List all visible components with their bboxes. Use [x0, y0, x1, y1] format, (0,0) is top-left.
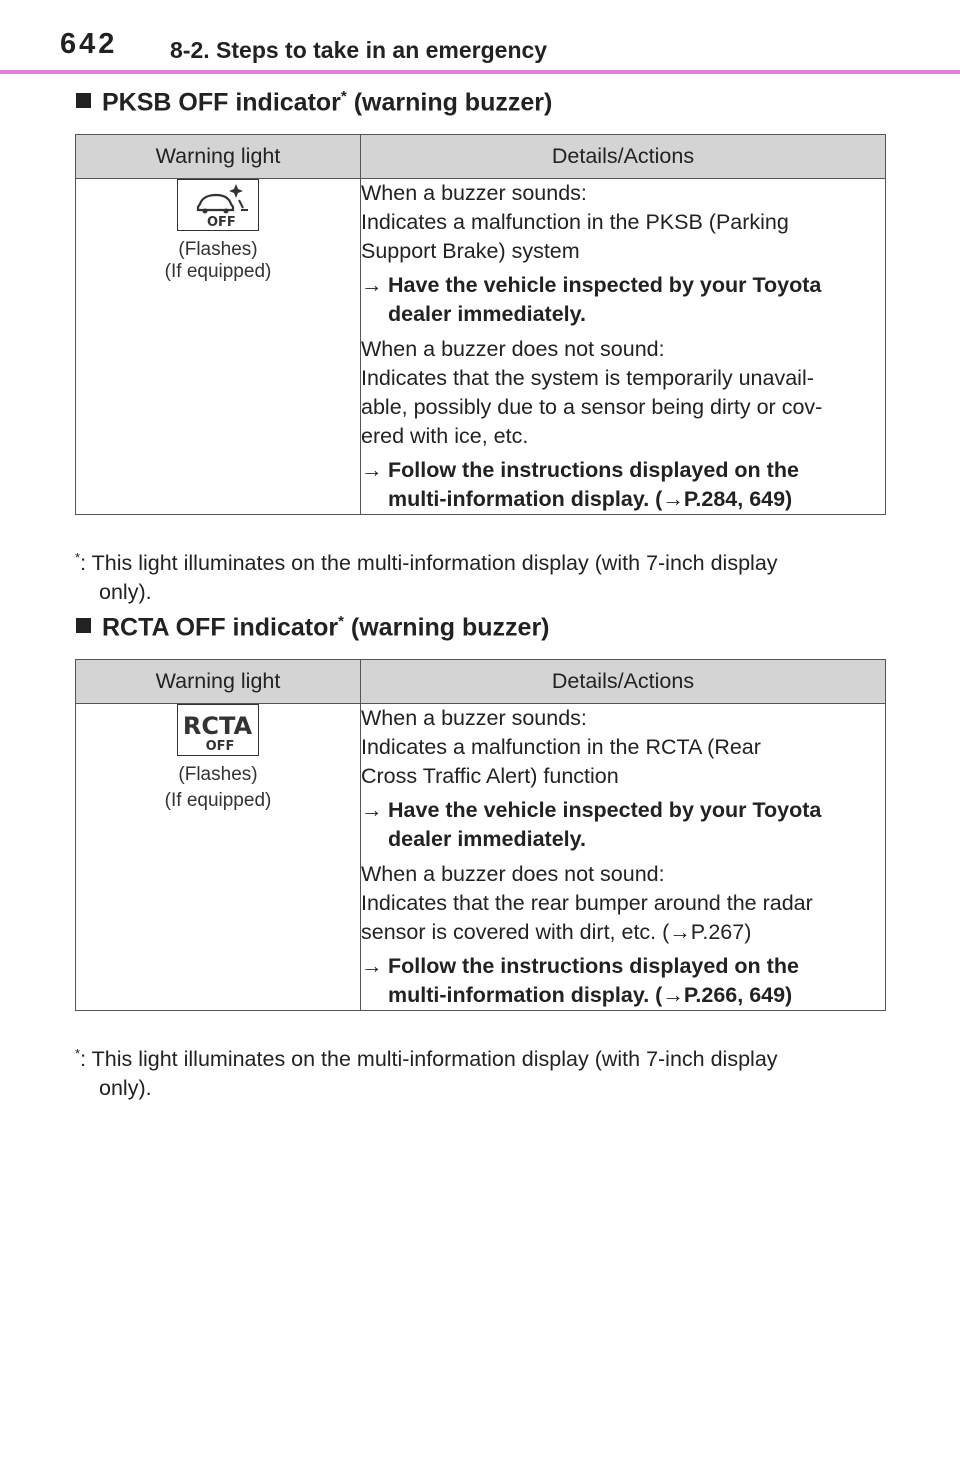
detail-text: sensor is covered with dirt, etc. (→P.267) [361, 920, 752, 944]
column-header-warning-light: Warning light [76, 660, 361, 704]
pksb-footnote: *: This light illuminates on the multi-information display (with 7-inch display only). [75, 550, 778, 605]
if-equipped-caption: (If equipped) [164, 261, 272, 282]
detail-text: Support Brake) system [361, 239, 580, 263]
arrow-icon: → [361, 798, 383, 822]
when-buzzer-not-sound: When a buzzer does not sound: [361, 337, 665, 361]
action-item: → Have the vehicle inspected by your Toyota dealer immediately. [361, 271, 885, 329]
table-header-row [76, 135, 886, 179]
warning-light-cell [76, 179, 361, 515]
table-row [76, 704, 886, 1011]
rcta-off-icon [177, 704, 259, 756]
detail-text: Indicates a malfunction in the PKSB (Parking [361, 210, 789, 234]
arrow-icon: → [361, 458, 383, 482]
details-cell [361, 704, 886, 1011]
rcta-table [75, 659, 886, 1011]
header-rule [0, 70, 960, 74]
arrow-icon: → [361, 954, 383, 978]
page-header [0, 0, 960, 76]
when-buzzer-sounds: When a buzzer sounds: [361, 706, 587, 730]
pksb-heading: PKSB OFF indicator* (warning buzzer) [76, 88, 552, 117]
arrow-icon: → [669, 920, 691, 944]
rcta-footnote: *: This light illuminates on the multi-information display (with 7-inch display only). [75, 1046, 778, 1101]
flashes-caption: (Flashes) [178, 764, 258, 785]
action-item: → Have the vehicle inspected by your Toyota dealer immediately. [361, 796, 885, 854]
warning-light-cell [76, 704, 361, 1011]
arrow-icon: → [662, 487, 684, 511]
arrow-icon: → [361, 273, 383, 297]
detail-text: Indicates that the rear bumper around the radar [361, 891, 813, 915]
table-row [76, 179, 886, 515]
detail-text: Indicates a malfunction in the RCTA (Rear [361, 735, 761, 759]
column-header-details: Details/Actions [361, 135, 886, 179]
svg-text:OFF: OFF [207, 215, 236, 229]
page-number: 642 [60, 28, 118, 60]
details-cell [361, 179, 886, 515]
section-title: 8-2. Steps to take in an emergency [170, 37, 548, 63]
page-reference-link[interactable]: P.284, 649) [683, 487, 793, 511]
if-equipped-caption: (If equipped) [164, 790, 272, 811]
square-bullet-icon [76, 93, 91, 108]
detail-text: Indicates that the system is temporarily unavail- [361, 366, 814, 390]
pksb-off-icon [177, 179, 259, 231]
page-reference-link[interactable]: P.267) [690, 920, 752, 944]
detail-text: Cross Traffic Alert) function [361, 764, 619, 788]
flashes-caption: (Flashes) [178, 239, 258, 260]
arrow-icon: → [662, 983, 684, 1007]
square-bullet-icon [76, 618, 91, 633]
action-item: → Follow the instructions displayed on the multi-information display. (→P.284, 649) [361, 456, 885, 514]
action-item: → Follow the instructions displayed on the multi-information display. (→P.266, 649) [361, 952, 885, 1010]
column-header-details: Details/Actions [361, 660, 886, 704]
detail-text: ered with ice, etc. [361, 424, 529, 448]
asterisk: * [340, 88, 347, 105]
table-header-row [76, 660, 886, 704]
page-reference-link[interactable]: P.266, 649) [683, 983, 793, 1007]
rcta-heading: RCTA OFF indicator* (warning buzzer) [76, 613, 550, 642]
svg-text:OFF: OFF [205, 739, 235, 754]
column-header-warning-light: Warning light [76, 135, 361, 179]
when-buzzer-sounds: When a buzzer sounds: [361, 181, 587, 205]
asterisk: * [338, 613, 344, 630]
when-buzzer-not-sound: When a buzzer does not sound: [361, 862, 665, 886]
svg-text:RCTA: RCTA [182, 712, 253, 740]
pksb-table [75, 134, 886, 515]
detail-text: able, possibly due to a sensor being dirty or cov- [361, 395, 823, 419]
